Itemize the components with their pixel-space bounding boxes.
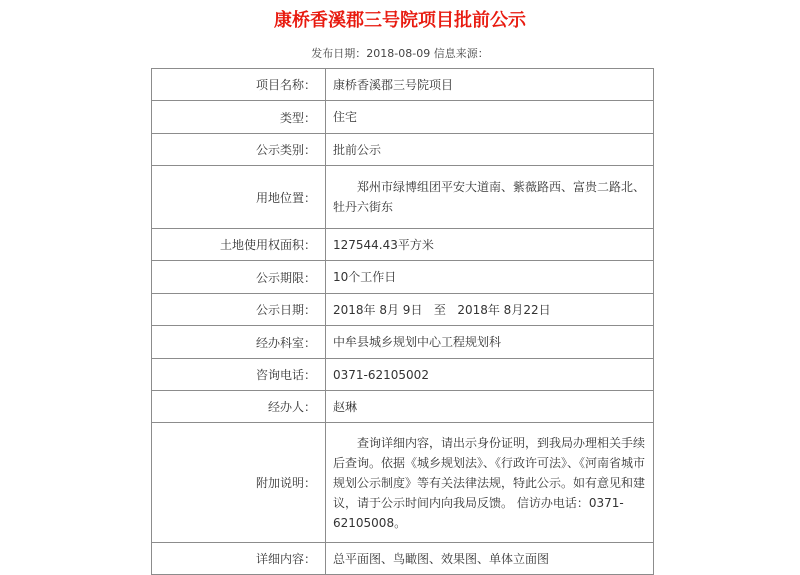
row-value-notice-category: 批前公示 xyxy=(326,134,654,166)
table-row xyxy=(152,69,654,101)
row-label-land-location: 用地位置： xyxy=(152,166,326,229)
row-label-notice-date: 公示日期： xyxy=(152,294,326,326)
row-value-handler: 赵琳 xyxy=(326,391,654,423)
row-label-handler: 经办人： xyxy=(152,391,326,423)
table-row xyxy=(152,359,654,391)
row-value-land-location: 郑州市绿博组团平安大道南、紫薇路西、富贵二路北、牡丹六街东 xyxy=(326,166,654,229)
row-value-notice-period: 10个工作日 xyxy=(326,261,654,294)
row-label-notice-period: 公示期限： xyxy=(152,261,326,294)
row-label-project-name: 项目名称： xyxy=(152,69,326,101)
row-label-type: 类型： xyxy=(152,101,326,134)
row-value-land-area: 127544.43平方米 xyxy=(326,229,654,261)
table-row xyxy=(152,326,654,359)
row-value-details: 总平面图、鸟瞰图、效果图、单体立面图 xyxy=(326,543,654,575)
row-label-notes: 附加说明： xyxy=(152,423,326,543)
row-value-department: 中牟县城乡规划中心工程规划科 xyxy=(326,326,654,359)
page-title: 康桥香溪郡三号院项目批前公示 xyxy=(274,10,526,31)
table-row xyxy=(152,101,654,134)
table-row xyxy=(152,166,654,229)
row-label-notice-category: 公示类别： xyxy=(152,134,326,166)
row-value-notice-date: 2018年 8月 9日 至 2018年 8月22日 xyxy=(326,294,654,326)
table-row xyxy=(152,294,654,326)
row-value-phone: 0371-62105002 xyxy=(326,359,654,391)
row-value-notes: 查询详细内容，请出示身份证明，到我局办理相关手续后查询。依据《城乡规划法》、《行政许可法》、《河南省城市规划公示制度》等有关法律法规，特此公示。如有意见和建议，请于公示时间内向我局反馈。 信访办电话：0371-62105008。 xyxy=(326,423,654,543)
row-value-type: 住宅 xyxy=(326,101,654,134)
info-table xyxy=(151,68,654,575)
row-label-department: 经办科室： xyxy=(152,326,326,359)
table-row xyxy=(152,423,654,543)
table-row xyxy=(152,543,654,575)
row-value-project-name: 康桥香溪郡三号院项目 xyxy=(326,69,654,101)
publish-meta: 发布日期：2018-08-09 信息来源： xyxy=(311,47,489,60)
row-label-land-area: 土地使用权面积： xyxy=(152,229,326,261)
table-row xyxy=(152,229,654,261)
table-row xyxy=(152,391,654,423)
row-label-details: 详细内容： xyxy=(152,543,326,575)
table-row xyxy=(152,261,654,294)
row-label-phone: 咨询电话： xyxy=(152,359,326,391)
table-row xyxy=(152,134,654,166)
